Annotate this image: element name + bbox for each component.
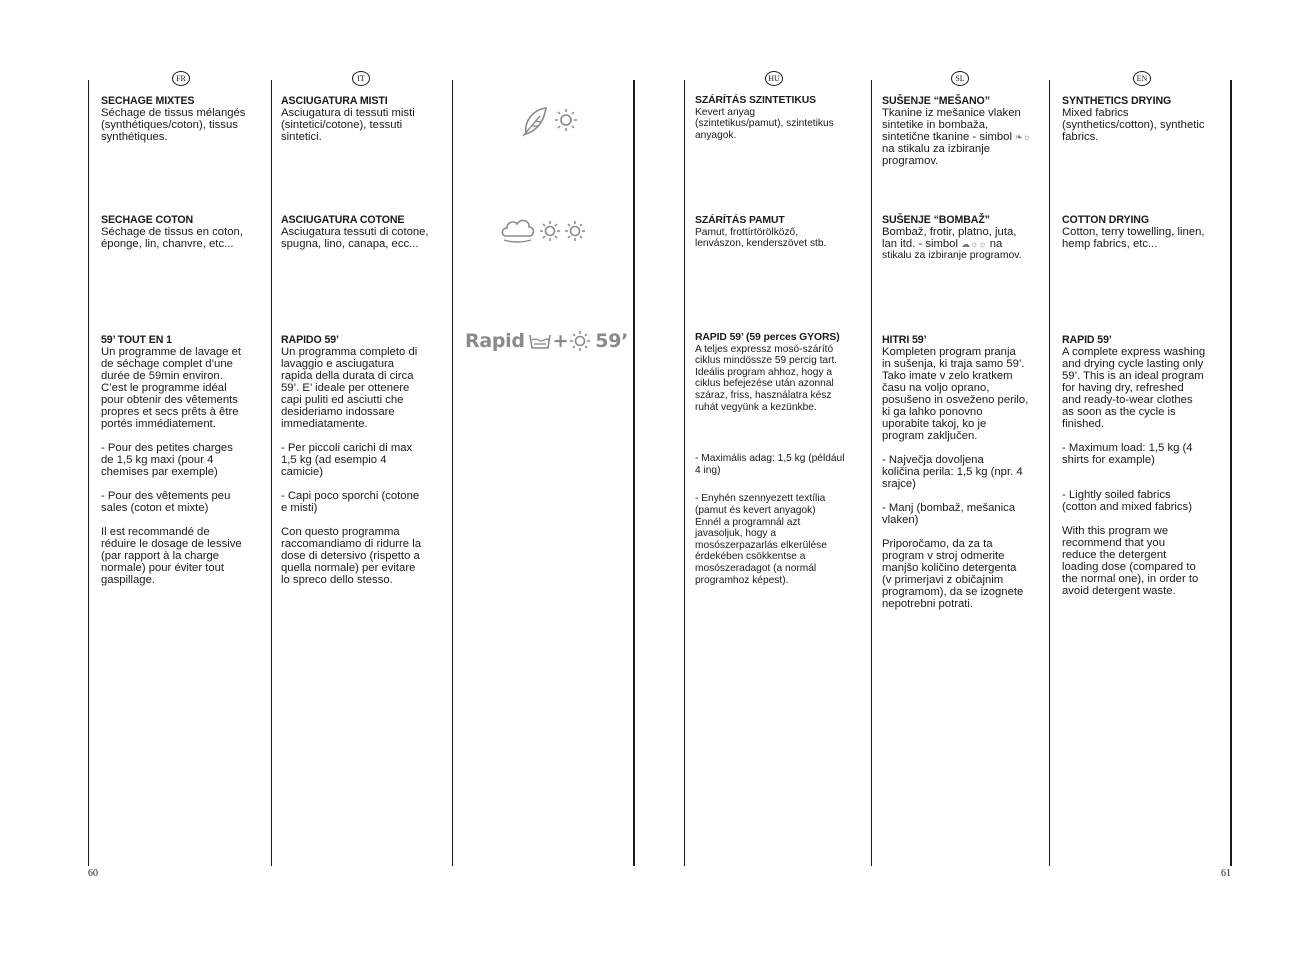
text-line: pour obtenir des vêtements [101, 394, 238, 406]
text-line: finished. [1062, 418, 1105, 430]
mixed-drying-symbol [520, 104, 582, 143]
text-line: 4 ing) [695, 464, 721, 476]
text-line: anyagok. [695, 129, 737, 141]
text-line: synthétiques. [101, 131, 168, 143]
section-mixed-fr [101, 95, 263, 143]
section-title: SECHAGE COTON [101, 214, 194, 226]
column-divider [88, 80, 89, 866]
text-line: programom), da se izognete [882, 586, 1024, 598]
text-line: - Pour des vêtements peu [101, 490, 231, 502]
text-line: mosószerpazarlás elkerülése [695, 539, 827, 551]
text-line: uporabite takoj, ko je [882, 418, 987, 430]
cloud-suns-icon: ☁☼☼ [961, 239, 987, 249]
section-title: RAPID 59’ (59 perces GYORS) [695, 332, 840, 343]
text-line: sintetike in bombaža, [882, 119, 989, 131]
cotton-drying-symbol [500, 214, 592, 253]
text-fragment: sintetične tkanine - simbol [882, 131, 1012, 143]
text-line: A teljes expressz mosó-szárító [695, 343, 834, 355]
section-title: SECHAGE MIXTES [101, 95, 195, 107]
text-line: and drying cycle lasting only [1062, 358, 1204, 370]
section-cotton-fr [101, 214, 263, 250]
text-line: száraz, friss, használatra kész [695, 389, 832, 401]
column-divider [684, 80, 685, 866]
text-line: program zaključen. [882, 430, 978, 442]
text-line: 59’. E’ ideale per ottenere [281, 382, 410, 394]
page-edge-left [633, 80, 635, 866]
rapid-program-symbol [465, 330, 628, 352]
text-line: fabrics. [1062, 131, 1099, 143]
text-line: Kompleten program pranja [882, 346, 1016, 358]
text-line: spugna, lino, canapa, ecc... [281, 238, 419, 250]
text-line: (cotton and mixed fabrics) [1062, 501, 1192, 513]
text-line: programov. [882, 155, 939, 167]
language-badge-hu: HU [765, 71, 783, 86]
text-line: sales (coton et mixte) [101, 502, 209, 514]
text-line: propres et secs prêts à être [101, 406, 239, 418]
text-line: loading dose (compared to [1062, 561, 1196, 573]
text-line-with-symbol [882, 131, 1044, 143]
section-title: RAPIDO 59’ [281, 334, 339, 346]
text-line: Tako imate v zelo kratkem [882, 370, 1013, 382]
column-divider [1049, 80, 1050, 866]
rapid-label: Rapid [465, 330, 525, 352]
text-line: program v stroj odmerite [882, 550, 1005, 562]
text-line: - Pour des petites charges [101, 442, 233, 454]
text-line: - Lightly soiled fabrics [1062, 489, 1171, 501]
column-divider [271, 80, 272, 866]
text-line: na stikalu za izbiranje [882, 143, 991, 155]
text-line: - Manj (bombaž, mešanica [882, 502, 1016, 514]
language-badge-fr: FR [172, 71, 190, 86]
text-line: C’est le programme idéal [101, 382, 227, 394]
text-line: posušeno in osveženo perilo, [882, 394, 1029, 406]
text-line: and ready-to-wear clothes [1062, 394, 1193, 406]
text-line: - Capi poco sporchi (cotone [281, 490, 420, 502]
section-rapid-it [281, 334, 443, 586]
column-divider [452, 80, 453, 866]
text-line: With this program we [1062, 525, 1169, 537]
page-number-right: 61 [1221, 868, 1231, 879]
text-line: éponge, lin, chanvre, etc... [101, 238, 234, 250]
text-line: e misti) [281, 502, 318, 514]
text-line: programhoz képest). [695, 574, 789, 586]
text-line: javasoljuk, hogy a [695, 528, 776, 540]
text-line: quella normale) per evitare [281, 562, 416, 574]
text-line: Priporočamo, da za ta [882, 538, 993, 550]
text-line: ciklus mindössze 59 percig tart. [695, 355, 838, 367]
text-line: recommend that you [1062, 537, 1165, 549]
text-line: the normal one), in order to [1062, 573, 1199, 585]
text-line-with-symbol [882, 238, 1044, 250]
text-line: (synthétiques/coton), tissus [101, 119, 238, 131]
text-line: Mixed fabrics [1062, 107, 1129, 119]
text-line: capi puliti ed asciutti che [281, 394, 404, 406]
sun-icon [569, 330, 591, 352]
text-line: dose di detersivo (rispetto a [281, 550, 420, 562]
text-line: A complete express washing [1062, 346, 1206, 358]
text-line: - Maximum load: 1,5 kg (4 [1062, 442, 1193, 454]
text-line: avoid detergent waste. [1062, 585, 1176, 597]
language-badge-it: IT [352, 71, 370, 86]
text-line: réduire le dosage de lessive [101, 538, 242, 550]
section-title: SYNTHETICS DRYING [1062, 95, 1172, 107]
section-title: SUŠENJE “BOMBAŽ” [882, 214, 990, 226]
section-mixed-hu [695, 95, 865, 141]
text-line: - Enyhén szennyezett textília [695, 493, 826, 505]
text-line: Un programme de lavage et [101, 346, 242, 358]
text-line: (par rapport à la charge [101, 550, 220, 562]
section-title: 59’ TOUT EN 1 [101, 334, 172, 346]
text-line: Con questo programma [281, 526, 400, 538]
section-mixed-sl [882, 95, 1044, 167]
language-badge-sl: SL [951, 71, 969, 86]
section-rapid-hu [695, 332, 865, 586]
text-line: ciklus befejezése után azonnal [695, 378, 834, 390]
text-line: lenvászon, kenderszövet stb. [695, 238, 827, 250]
text-line: rapida della durata di circa [281, 370, 414, 382]
text-fragment: na [989, 238, 1003, 250]
text-line: normale) pour éviter tout [101, 562, 225, 574]
section-cotton-it [281, 214, 443, 250]
text-line: Bombaž, frotir, platno, juta, [882, 226, 1017, 238]
text-line: de séchage complet d’une [101, 358, 233, 370]
section-cotton-sl [882, 214, 1044, 262]
text-line: manjšo količino detergenta [882, 562, 1017, 574]
text-line: gaspillage. [101, 574, 156, 586]
text-line: Ennél a programnál azt [695, 516, 801, 528]
text-line: as soon as the cycle is [1062, 406, 1176, 418]
text-line: ruhát vegyünk a kezünkbe. [695, 401, 817, 413]
text-line: reduce the detergent [1062, 549, 1167, 561]
section-title: ASCIUGATURA MISTI [281, 95, 388, 107]
wash-tub-icon [528, 331, 552, 351]
page-number-left: 60 [88, 868, 98, 879]
text-line: Ideális program ahhoz, hogy a [695, 366, 833, 378]
section-title: ASCIUGATURA COTONE [281, 214, 405, 226]
plus-sign: + [552, 330, 569, 352]
text-line: - Per piccoli carichi di max [281, 442, 413, 454]
text-line: (sintetici/cotone), tessuti [281, 119, 403, 131]
text-line: vlaken) [882, 514, 919, 526]
text-line: času na voljo oprano, [882, 382, 990, 394]
section-rapid-fr [101, 334, 263, 586]
text-line: camicie) [281, 466, 324, 478]
section-title: SZÁRÍTÁS SZINTETIKUS [695, 95, 816, 106]
text-line: lavaggio e asciugatura [281, 358, 395, 370]
text-line: Pamut, frottírtörölköző, [695, 226, 799, 238]
text-line: desideriamo indossare [281, 406, 395, 418]
text-line: durée de 59min environ. [101, 370, 223, 382]
rapid-time: 59’ [595, 330, 629, 352]
text-line: mosószeradagot (a normál [695, 562, 817, 574]
text-line: Asciugatura tessuti di cotone, [281, 226, 429, 238]
text-line: hemp fabrics, etc... [1062, 238, 1158, 250]
text-line: (v primerjavi z običajnim [882, 574, 1004, 586]
text-line: shirts for example) [1062, 454, 1155, 466]
section-title: HITRI 59’ [882, 334, 927, 346]
text-fragment: lan itd. - simbol [882, 238, 958, 250]
text-line: Tkanine iz mešanice vlaken [882, 107, 1021, 119]
text-line: ki ga lahko ponovno [882, 406, 983, 418]
section-title: SZÁRÍTÁS PAMUT [695, 215, 785, 226]
text-line: - Maximális adag: 1,5 kg (például [695, 453, 845, 465]
text-line: sintetici. [281, 131, 322, 143]
feather-sun-icon: ❧☼ [1015, 132, 1031, 142]
language-badge-en: EN [1133, 71, 1151, 86]
section-mixed-en [1062, 95, 1224, 143]
text-line: for having dry, refreshed [1062, 382, 1184, 394]
text-line: Kevert anyag [695, 106, 756, 118]
text-line: količina perila: 1,5 kg (npr. 4 [882, 466, 1023, 478]
text-line: Séchage de tissus en coton, [101, 226, 243, 238]
text-line: (synthetics/cotton), synthetic [1062, 119, 1205, 131]
text-line: de 1,5 kg maxi (pour 4 [101, 454, 214, 466]
section-title: COTTON DRYING [1062, 214, 1149, 226]
text-line: érdekében csökkentse a [695, 551, 806, 563]
text-line: - Največja dovoljena [882, 454, 984, 466]
feather-icon [520, 104, 582, 138]
text-line: Un programma completo di [281, 346, 418, 358]
text-line: (pamut és kevert anyagok) [695, 504, 816, 516]
text-line: immediatamente. [281, 418, 368, 430]
column-divider [871, 80, 872, 866]
text-line: 1,5 kg (ad esempio 4 [281, 454, 387, 466]
section-rapid-en [1062, 334, 1224, 597]
text-line: srajce) [882, 478, 916, 490]
text-line: portés immédiatement. [101, 418, 216, 430]
text-line: nepotrebni potrati. [882, 598, 974, 610]
section-cotton-en [1062, 214, 1224, 250]
section-title: SUŠENJE “MEŠANO” [882, 95, 990, 107]
text-line: Cotton, terry towelling, linen, [1062, 226, 1205, 238]
text-line: stikalu za izbiranje programov. [882, 250, 1022, 261]
text-line: 59’. This is an ideal program [1062, 370, 1204, 382]
text-line: chemises par exemple) [101, 466, 218, 478]
cloud-and-suns-icon [500, 214, 592, 248]
section-cotton-hu [695, 215, 865, 250]
text-line: lo spreco dello stesso. [281, 574, 393, 586]
section-title: RAPID 59’ [1062, 334, 1112, 346]
text-line: Asciugatura di tessuti misti [281, 107, 415, 119]
section-rapid-sl [882, 334, 1044, 610]
text-line: in sušenja, ki traja samo 59’. [882, 358, 1025, 370]
text-line: (szintetikus/pamut), szintetikus [695, 118, 834, 130]
section-mixed-it [281, 95, 443, 143]
text-line: Séchage de tissus mélangés [101, 107, 246, 119]
text-line: Il est recommandé de [101, 526, 210, 538]
page-edge-right [1230, 80, 1232, 866]
text-line: raccomandiamo di ridurre la [281, 538, 422, 550]
